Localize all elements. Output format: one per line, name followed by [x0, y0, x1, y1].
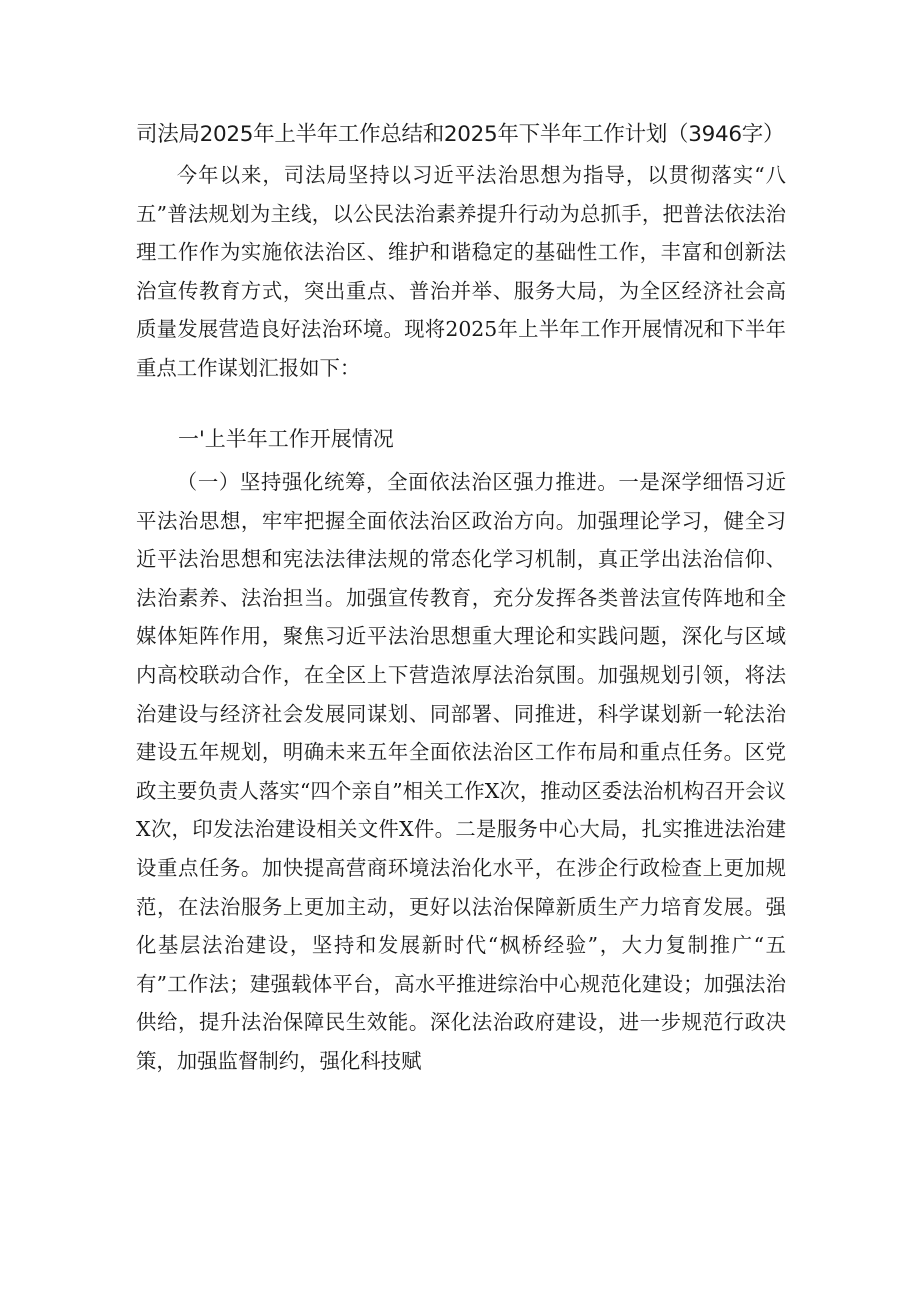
- document-title: 司法局2025年上半年工作总结和2025年下半年工作计划（3946字）: [136, 122, 785, 147]
- intro-paragraph: 今年以来，司法局坚持以习近平法治思想为指导，以贯彻落实“八五”普法规划为主线，以公民法治素养提升行动为总抓手，把普法依法治理工作作为实施依法治区、维护和谐稳定的基础性工作，丰富和创新法治宣传教育方式，突出重点、普治并举、服务大局，为全区经济社会高质量发展营造良好法治环境。现将2025年上半年工作开展情况和下半年重点工作谋划汇报如下：: [136, 163, 786, 380]
- section-heading: 一'上半年工作开展情况: [178, 427, 394, 451]
- section-paragraph: （一）坚持强化统筹，全面依法治区强力推进。一是深学细悟习近平法治思想，牢牢把握全面依法治区政治方向。加强理论学习，健全习近平法治思想和宪法法律法规的常态化学习机制，真正学出法治信仰、法治素养、法治担当。加强宣传教育，充分发挥各类普法宣传阵地和全媒体矩阵作用，聚焦习近平法治思想重大理论和实践问题，深化与区域内高校联动合作，在全区上下营造浓厚法治氛围。加强规划引领，将法治建设与经济社会发展同谋划、同部署、同推进，科学谋划新一轮法治建设五年规划，明确未来五年全面依法治区工作布局和重点任务。区党政主要负责人落实“四个亲自”相关工作X次，推动区委法治机构召开会议X次，印发法治建设相关文件X件。二是服务中心大局，扎实推进法治建设重点任务。加快提高营商环境法治化水平，在涉企行政检查上更加规范，在法治服务上更加主动，更好以法治保障新质生产力培育发展。强化基层法治建设，坚持和发展新时代“枫桥经验”，大力复制推广“五有”工作法；建强载体平台，高水平推进综治中心规范化建设；加强法治供给，提升法治保障民生效能。深化法治政府建设，进一步规范行政决策，加强监督制约，强化科技赋: [136, 470, 786, 1073]
